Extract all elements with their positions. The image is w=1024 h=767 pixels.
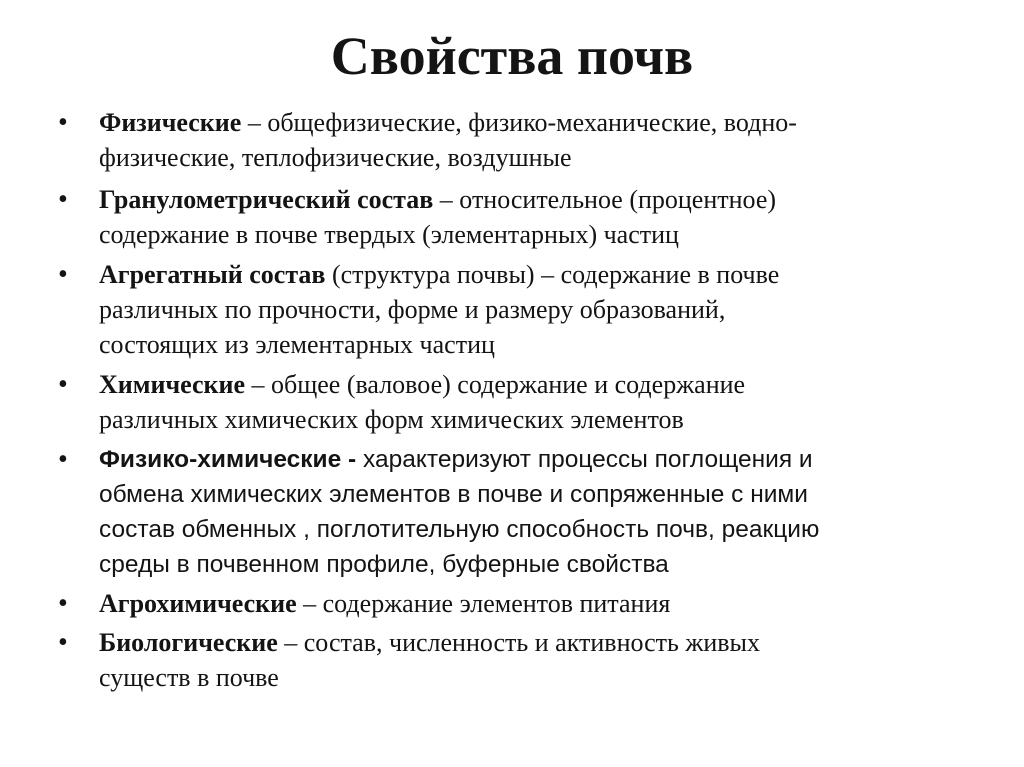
item-term: Физические (99, 108, 242, 137)
item-text: – общее (валовое) содержание и содержание (245, 370, 746, 399)
item-text: – общефизические, физико-механические, водно- (241, 108, 797, 137)
item-text: – состав, численность и активность живых (277, 628, 761, 657)
item-line (99, 443, 813, 477)
item-term: Гранулометрический состав (99, 185, 434, 214)
item-line: различных химических форм химических элементов (99, 405, 684, 434)
item-term: Агрохимические (99, 589, 297, 618)
item-line: состав обменных , поглотительную способность почв, реакцию (99, 516, 820, 543)
item-term: Физико-химические - (99, 446, 357, 473)
item-line: среды в почвенном профиле, буферные свойства (99, 551, 669, 578)
bullet-icon: • (58, 444, 68, 475)
item-line (99, 626, 760, 660)
item-line (99, 587, 670, 621)
bullet-icon: • (58, 369, 68, 400)
item-line (99, 106, 797, 140)
item-text: (структура почвы) – содержание в почве (325, 260, 780, 289)
bullet-icon: • (58, 627, 68, 658)
item-line: содержание в почве твердых (элементарных) частиц (99, 220, 679, 249)
item-text: – содержание элементов питания (296, 589, 671, 618)
bullet-icon: • (58, 588, 68, 619)
item-line (99, 368, 745, 402)
slide-title: Свойства почв (330, 26, 694, 86)
item-line (99, 258, 779, 292)
bullet-icon: • (58, 107, 68, 138)
bullet-icon: • (58, 184, 68, 215)
item-text: характеризуют процессы поглощения и (356, 446, 813, 473)
item-line: обмена химических элементов в почве и сопряженные с ними (99, 481, 808, 508)
item-line: состоящих из элементарных частиц (99, 330, 495, 359)
item-term: Биологические (99, 628, 278, 657)
item-text: – относительное (процентное) (433, 185, 777, 214)
item-line: физические, теплофизические, воздушные (99, 143, 572, 172)
item-line (99, 183, 776, 217)
item-term: Агрегатный состав (99, 260, 326, 289)
bullet-icon: • (58, 259, 68, 290)
item-term: Химические (99, 370, 246, 399)
item-line: различных по прочности, форме и размеру образований, (99, 295, 726, 324)
item-line: существ в почве (99, 663, 279, 692)
